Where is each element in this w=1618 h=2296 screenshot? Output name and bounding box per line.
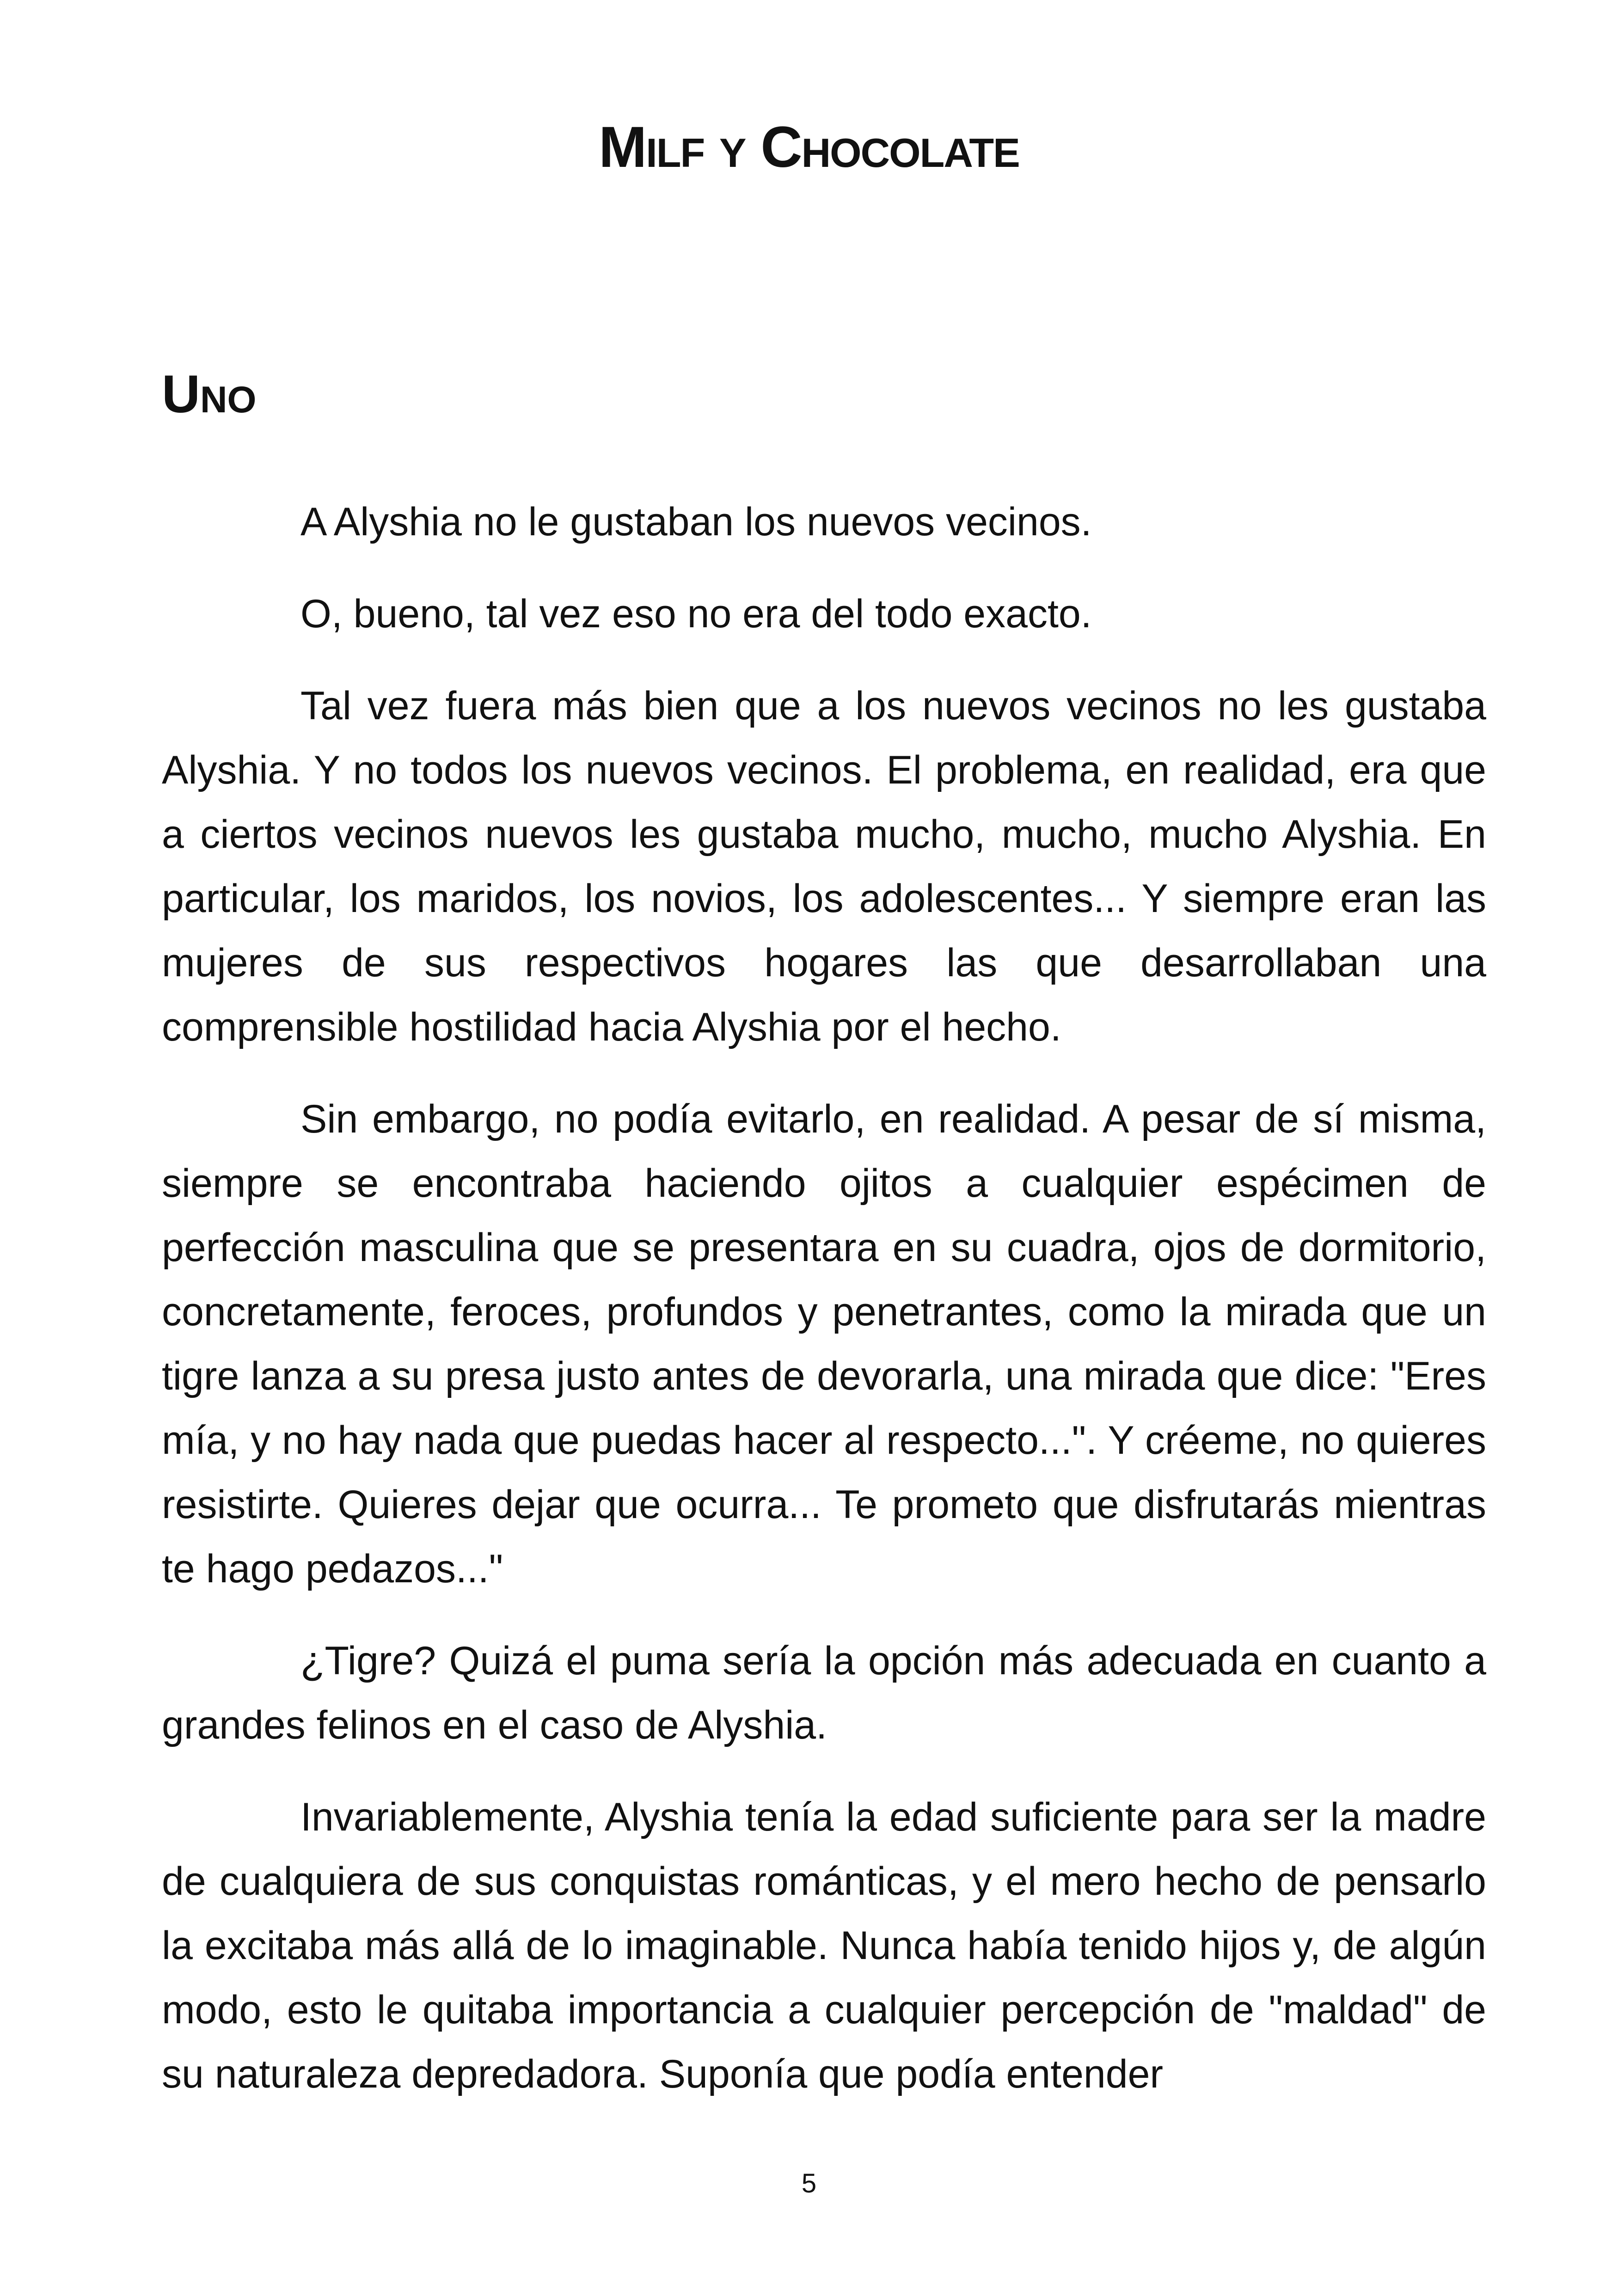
- paragraph: Sin embargo, no podía evitarlo, en realidad. A pesar de sí misma, siempre se encontraba haciendo ojitos a cualquier espécimen de perfección masculina que se presentara en su cuadra, ojos de dormitorio, concretamente, feroces, profundos y penetrantes, como la mirada que un tigre lanza a su presa justo antes de devorarla, una mirada que dice: "Eres mía, y no hay nada que puedas hacer al respecto...". Y créeme, no quieres resistirte. Quieres dejar que ocurra... Te prometo que disfrutarás mientras te hago pedazos...": [162, 1097, 1486, 1591]
- paragraph: Invariablemente, Alyshia tenía la edad suficiente para ser la madre de cualquiera de sus conquistas románticas, y el mero hecho de pensarlo la excitaba más allá de lo imaginable. Nunca había tenido hijos y, de algún modo, esto le quitaba importancia a cualquier percepción de "maldad" de su naturaleza depredadora. Suponía que podía entender: [162, 1795, 1486, 2096]
- chapter-body: [162, 490, 1486, 2134]
- chapter-title: Uno: [162, 365, 257, 424]
- paragraph: ¿Tigre? Quizá el puma sería la opción más adecuada en cuanto a grandes felinos en el caso de Alyshia.: [162, 1639, 1486, 1747]
- paragraph: O, bueno, tal vez eso no era del todo exacto.: [300, 592, 1092, 636]
- book-title: Milf y Chocolate: [599, 115, 1019, 179]
- paragraph: A Alyshia no le gustaban los nuevos vecinos.: [300, 500, 1092, 544]
- page-number: 5: [801, 2168, 817, 2198]
- paragraph: Tal vez fuera más bien que a los nuevos vecinos no les gustaba Alyshia. Y no todos los nuevos vecinos. El problema, en realidad, era que a ciertos vecinos nuevos les gustaba mucho, mucho, mucho Alyshia. En particular, los maridos, los novios, los adolescentes... Y siempre eran las mujeres de sus respectivos hogares las que desarrollaban una comprensible hostilidad hacia Alyshia por el hecho.: [162, 684, 1486, 1049]
